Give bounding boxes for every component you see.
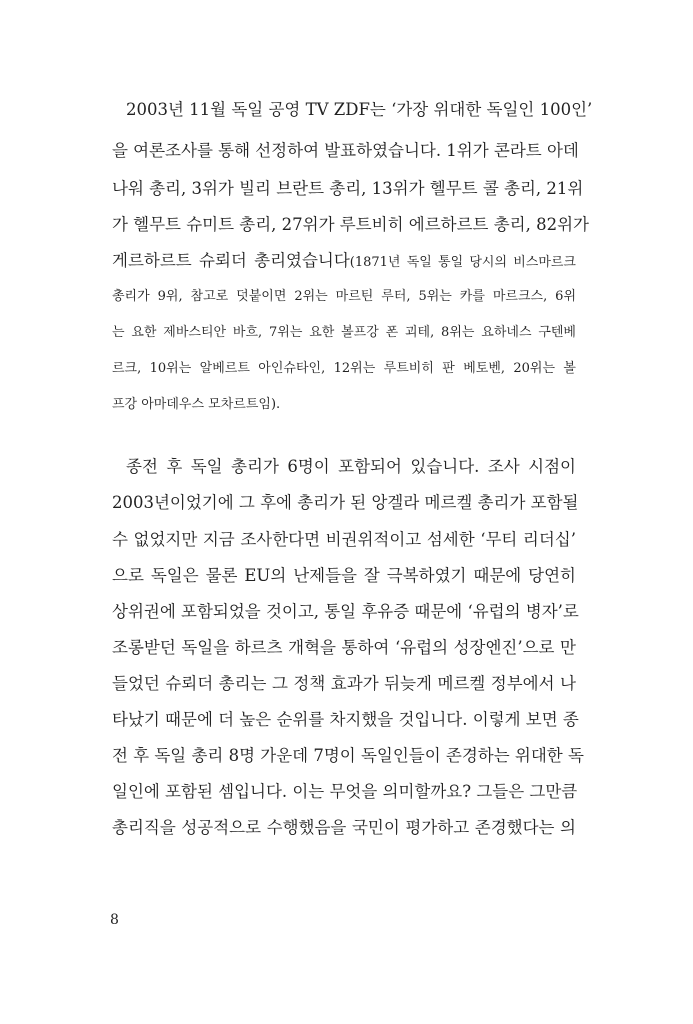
text-line: 총리가 9위, 참고로 덧붙이면 2위는 마르틴 루터, 5위는 카를 마르크스, 6위 [112, 289, 576, 304]
text-line: 상위권에 포함되었을 것이고, 통일 후유증 때문에 ‘유럽의 병자’로 [112, 602, 579, 621]
text-line: 는 요한 제바스티안 바흐, 7위는 요한 볼프강 폰 괴테, 8위는 요하네스 구텐베 [112, 325, 576, 340]
footnote-text: (1871년 독일 통일 당시의 비스마르크 [349, 255, 576, 270]
text-line: 타났기 때문에 더 높은 순위를 차지했을 것입니다. 이렇게 보면 종 [112, 710, 579, 729]
text-line: 들었던 슈뢰더 총리는 그 정책 효과가 뒤늦게 메르켈 정부에서 나 [112, 674, 576, 693]
text-line: 나워 총리, 3위가 빌리 브란트 총리, 13위가 헬무트 콜 총리, 21위 [112, 179, 584, 198]
text-line: 2003년이었기에 그 후에 총리가 된 앙겔라 메르켈 총리가 포함될 [112, 493, 579, 512]
text-line: 을 여론조사를 통해 선정하여 발표하였습니다. 1위가 콘라트 아데 [112, 141, 579, 160]
text-line: 일인에 포함된 셈입니다. 이는 무엇을 의미할까요? 그들은 그만큼 [112, 782, 578, 801]
text-line: 가 헬무트 슈미트 총리, 27위가 루트비히 에르하르트 총리, 82위가 [112, 215, 589, 234]
page-number: 8 [110, 912, 119, 928]
text-line: 전 후 독일 총리 8명 가운데 7명이 독일인들이 존경하는 위대한 독 [112, 746, 584, 765]
text-line: 2003년 11월 독일 공영 TV ZDF는 ‘가장 위대한 독일인 100인’ [126, 100, 593, 119]
text-line: 프강 아마데우스 모차르트임). [112, 397, 281, 412]
text-span: 게르하르트 슈뢰더 총리였습니다 [112, 251, 350, 270]
text-line: 총리직을 성공적으로 수행했음을 국민이 평가하고 존경했다는 의 [112, 818, 576, 837]
text-line: 조롱받던 독일을 하르츠 개혁을 통하여 ‘유럽의 성장엔진’으로 만 [112, 638, 576, 657]
text-line: 르크, 10위는 알베르트 아인슈타인, 12위는 루트비히 판 베토벤, 20위는 볼 [112, 361, 576, 376]
text-line: 수 없었지만 지금 조사한다면 비권위적이고 섬세한 ‘무티 리더십’ [112, 530, 576, 549]
text-line [112, 249, 576, 273]
text-line: 종전 후 독일 총리가 6명이 포함되어 있습니다. 조사 시점이 [126, 457, 576, 476]
text-line: 으로 독일은 물론 EU의 난제들을 잘 극복하였기 때문에 당연히 [112, 566, 576, 585]
